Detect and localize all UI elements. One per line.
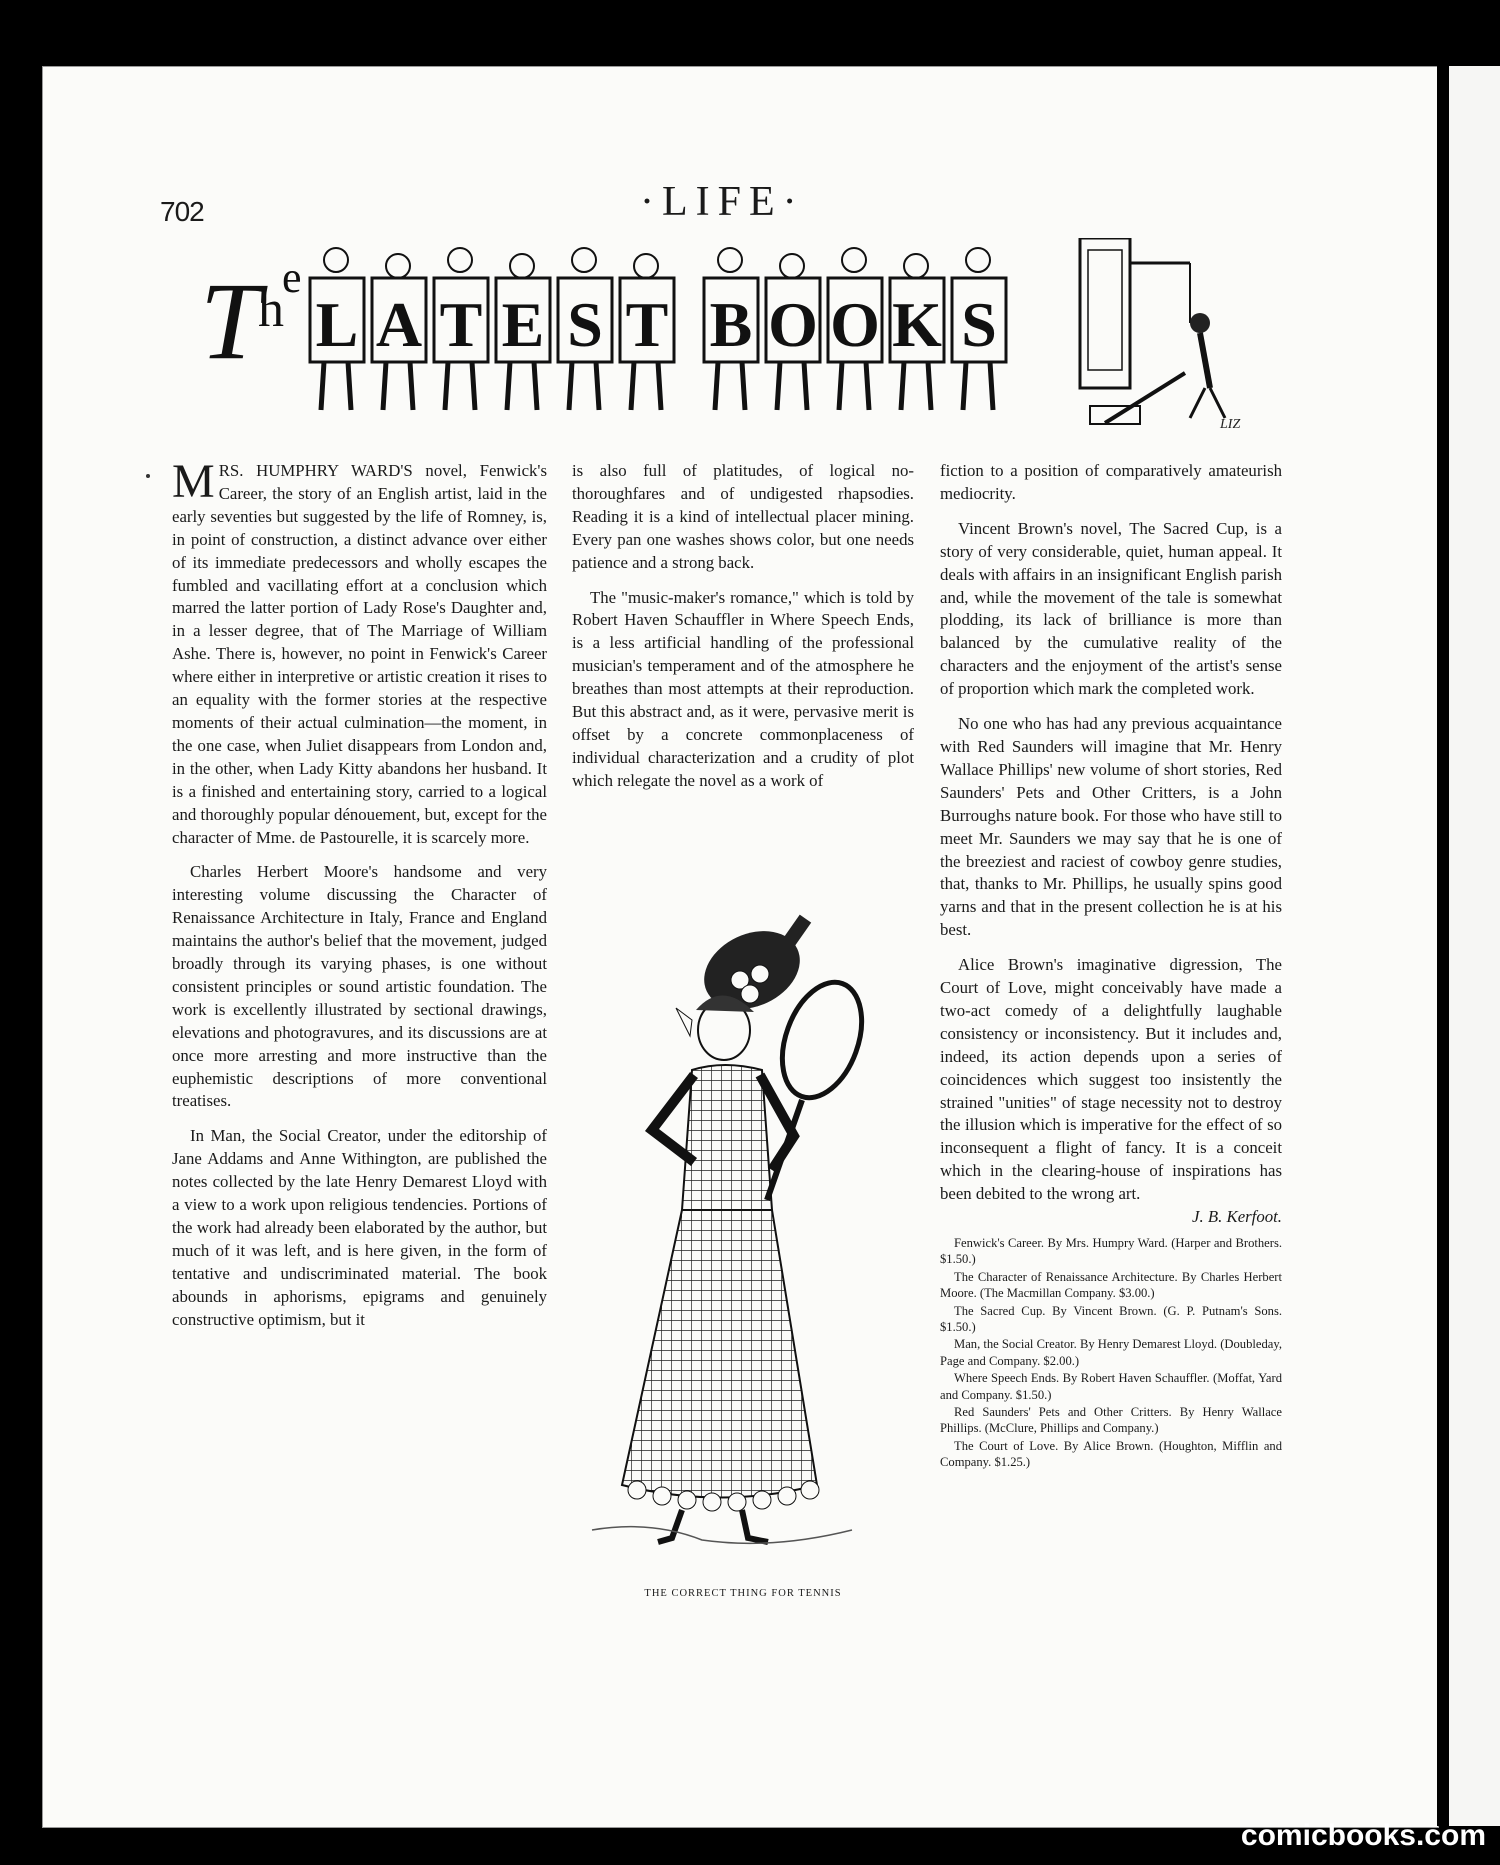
banner-letter-card	[372, 254, 426, 410]
paragraph: MRS. HUMPHRY WARD'S novel, Fenwick's Career, the story of an English artist, laid in the early seventies but suggested by the life of Romney, is, in point of construction, a distinct advance over either of its immediate predecessors and wholly escapes the fumbled and vacillating effort at a conclusion which marred the latter portion of Lady Rose's Daughter and, in a lesser degree, that of The Marriage of William Ashe. There is, however, no point in Fenwick's Career where either in interpretive or artistic creation it rises to an equality with the former stories at the respective moments of their actual culmination—the moment, in the one case, when Juliet disappears from London and, in the other, when Lady Kitty abandons her husband. It is a finished and entertaining story, carried to a logical and thoroughly popular dénouement, but, except for the character of Mme. de Pastourelle, it is scarcely more.	[172, 455, 547, 847]
bibliography-entry: Red Saunders' Pets and Other Critters. By Henry Wallace Phillips. (McClure, Phillips and Company.)	[940, 1405, 1282, 1436]
bibliography-entry: Fenwick's Career. By Mrs. Humpry Ward. (Harper and Brothers. $1.50.)	[940, 1236, 1282, 1267]
svg-text:h: h	[258, 281, 284, 338]
margin-mark	[146, 474, 150, 478]
banner-letter: T	[439, 289, 483, 360]
paragraph: In Man, the Social Creator, under the editorship of Jane Addams and Anne Withington, are published the notes collected by the late Henry Demarest Lloyd with a view to a work upon religious tendencies. Portions of the work had already been elaborated by the author, but much of it was left, and is here given, in the form of tentative and undiscriminated material. The book abounds in aphorisms, epigrams and genuinely constructive optimism, but it	[172, 1126, 547, 1329]
latest-books-banner	[200, 238, 1280, 438]
banner-letter: L	[315, 289, 359, 360]
banner-letter-card	[620, 254, 674, 410]
banner-letter: K	[892, 289, 942, 360]
banner-letter-card	[496, 254, 550, 410]
tennis-illustration	[572, 910, 914, 1555]
facing-page-edge	[1449, 66, 1500, 1826]
banner-the: T	[200, 260, 262, 382]
paragraph: Charles Herbert Moore's handsome and very interesting volume discussing the Character of Renaissance Architecture in Italy, France and England maintains the author's belief that the movement, judged broadly through its varying phases, is one without consistent principles or sound artistic foundation. The work is excellently illustrated by sectional drawings, elevations and photogravures, and its discussions are at once more arresting and more instructive than the euphemistic descriptions of more conventional treatises.	[172, 862, 547, 1111]
banner-letter-card	[434, 248, 488, 410]
article-column-1	[172, 455, 547, 1344]
bibliography-entry: Man, the Social Creator. By Henry Demarest Lloyd. (Doubleday, Page and Company. $2.00.)	[940, 1337, 1282, 1368]
paragraph: is also full of platitudes, of logical no-thoroughfares and of undigested rhapsodies. Reading it is a kind of intellectual placer mining. Every pan one washes shows color, but one needs patience and a strong back.	[572, 461, 914, 572]
illustration-caption: THE CORRECT THING FOR TENNIS	[644, 1588, 842, 1599]
paragraph: The "music-maker's romance," which is told by Robert Haven Schauffler in Where Speech Ends, is a less artificial handling of the professional musician's temperament and of the atmosphere he breathes than most attempts at their reproduction. But this abstract and, as it were, pervasive merit is offset by a concrete commonplaceness of individual characterization and a crudity of plot which relegate the novel as a work of	[572, 587, 914, 790]
page-number: 702	[160, 196, 204, 227]
banner-letter: B	[709, 289, 753, 360]
banner-letter-card	[766, 254, 820, 410]
banner-letter-card	[952, 248, 1006, 410]
banner-letter: O	[768, 289, 818, 360]
article-column-3	[940, 460, 1282, 1472]
banner-letter: A	[375, 289, 423, 360]
paragraph: No one who has had any previous acquaintance with Red Saunders will imagine that Mr. Henry Wallace Phillips' new volume of short stories, Red Saunders' Pets and Other Critters, is a John Burroughs nature book. For those who have still to meet Mr. Saunders we may say that he is one of the breeziest and raciest of cowboy genre studies, that, thanks to Mr. Phillips, he usually spins good yarns and that in the present collection he is at his best.	[940, 714, 1282, 940]
bibliography-entry: The Character of Renaissance Architecture. By Charles Herbert Moore. (The Macmillan Company. $3.00.)	[940, 1269, 1282, 1301]
paragraph: Alice Brown's imaginative digression, The Court of Love, might conceivably have made a two-act comedy of a delightfully laughable consistency or inconsistency. But it includes and, indeed, its action depends upon a series of coincidences which suggest too insistently the strained "unities" of stage necessity not to destroy the illusion which is imperative for the effect of so inconsequent a flight of fancy. It is a conceit which in the clearing-house of inspirations has been debited to the wrong art.	[940, 955, 1282, 1204]
banner-letter: T	[625, 289, 669, 360]
banner-letter-card	[310, 248, 364, 410]
banner-letter-card	[890, 254, 944, 410]
banner-letter: S	[567, 289, 603, 360]
banner-letter-card	[558, 248, 612, 410]
bibliography-entry: Where Speech Ends. By Robert Haven Schauffler. (Moffat, Yard and Company. $1.50.)	[940, 1371, 1282, 1402]
drop-cap: M	[172, 455, 215, 508]
banner-letters	[310, 248, 1006, 410]
banner-letter: S	[961, 289, 997, 360]
banner-letter-card	[828, 248, 882, 410]
paragraph: Vincent Brown's novel, The Sacred Cup, is a story of very considerable, quiet, human appeal. It deals with affairs in an insignificant English parish and, while the movement of the tale is somewhat plodding, its lack of brilliance is more than balanced by the cumulative reality of the characters and the enjoyment of the artist's sense of proportion which mark the completed work.	[940, 518, 1282, 699]
watermark: comicbooks.com	[1240, 1819, 1486, 1852]
bibliography	[940, 1235, 1282, 1471]
bibliography-entry: The Court of Love. By Alice Brown. (Houghton, Mifflin and Company. $1.25.)	[940, 1438, 1282, 1470]
banner-letter-card	[704, 248, 758, 410]
page-gutter	[1437, 66, 1449, 1826]
banner-letter: E	[501, 289, 545, 360]
banner-letter: O	[830, 289, 880, 360]
article-column-2	[572, 460, 914, 805]
artist-signature: LIZ	[1220, 417, 1241, 432]
bibliography-entry: The Sacred Cup. By Vincent Brown. (G. P. Putnam's Sons. $1.50.)	[940, 1303, 1282, 1335]
paragraph: fiction to a position of comparatively amateurish mediocrity.	[940, 461, 1282, 503]
masthead: ·LIFE·	[640, 179, 805, 225]
svg-text:e: e	[282, 253, 302, 302]
author-signature: J. B. Kerfoot.	[1192, 1207, 1282, 1227]
